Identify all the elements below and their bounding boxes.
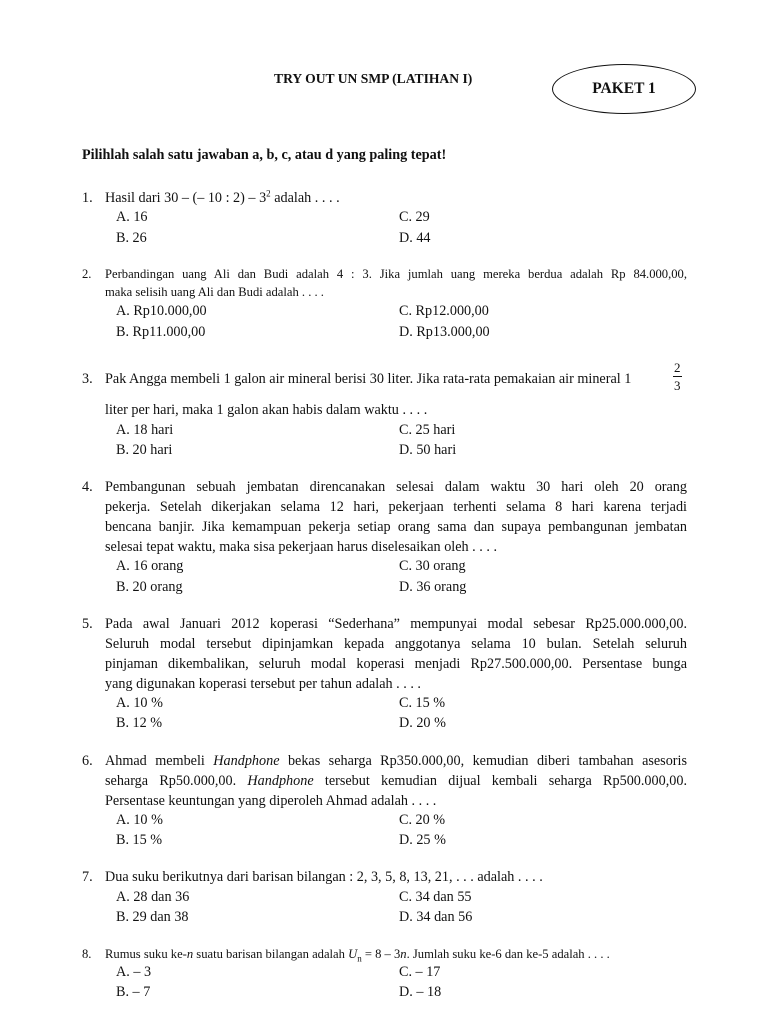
option-c[interactable]: C. Rp12.000,00	[399, 303, 489, 319]
question-text-line: Pak Angga membeli 1 galon air mineral berisi 30 liter. Jika rata-rata pemakaian air mineral 1	[105, 371, 632, 387]
question-text-line: Pada awal Januari 2012 koperasi “Sederhana” mempunyai modal sebesar Rp25.000.000,00.	[105, 616, 687, 632]
question-text-line: selesai tepat waktu, maka sisa pekerjaan harus diselesaikan oleh . . . .	[105, 539, 497, 555]
option-a[interactable]: A. Rp10.000,00	[116, 303, 207, 319]
option-a[interactable]: A. 10 %	[116, 812, 163, 828]
option-b[interactable]: B. 15 %	[116, 832, 163, 848]
option-c[interactable]: C. 25 hari	[399, 422, 456, 438]
option-d[interactable]: D. 20 %	[399, 715, 446, 731]
question-text-line: pinjaman dikembalikan, seluruh modal koperasi menjadi Rp27.500.000,00. Persentase bunga	[105, 656, 687, 672]
question-text: Dua suku berikutnya dari barisan bilangan : 2, 3, 5, 8, 13, 21, . . . adalah . . . .	[105, 869, 543, 885]
option-d[interactable]: D. 50 hari	[399, 442, 457, 458]
option-b[interactable]: B. Rp11.000,00	[116, 324, 206, 340]
option-d[interactable]: D. 34 dan 56	[399, 909, 473, 925]
option-b[interactable]: B. 20 orang	[116, 579, 183, 595]
option-c[interactable]: C. 34 dan 55	[399, 889, 472, 905]
question-text-line: yang digunakan koperasi tersebut per tahun adalah . . . .	[105, 676, 421, 692]
question-number: 6.	[82, 753, 93, 769]
option-d[interactable]: D. Rp13.000,00	[399, 324, 490, 340]
question-number: 2.	[82, 267, 92, 281]
fraction-denominator: 3	[674, 378, 681, 393]
option-d[interactable]: D. 25 %	[399, 832, 446, 848]
option-a[interactable]: A. 28 dan 36	[116, 889, 190, 905]
question-text-line: Perbandingan uang Ali dan Budi adalah 4 : 3. Jika jumlah uang mereka berdua adalah Rp 84.000,00,	[105, 267, 687, 281]
question-text-line: bencana banjir. Jika kemampuan pekerja setiap orang sama dan supaya pembangunan jembatan	[105, 519, 687, 535]
question-number: 1.	[82, 190, 93, 206]
question-text: Hasil dari 30 – (– 10 : $2) - 3^2$ adalah . . . .	[105, 188, 340, 206]
option-d[interactable]: D. 44	[399, 230, 431, 246]
option-c[interactable]: C. 20 %	[399, 812, 446, 828]
question-number: 3.	[82, 371, 93, 387]
option-a[interactable]: A. 16	[116, 209, 148, 225]
question-text-line: Persentase keuntungan yang diperoleh Ahmad adalah . . . .	[105, 793, 437, 809]
option-a[interactable]: A. 18 hari	[116, 422, 174, 438]
option-b[interactable]: B. 12 %	[116, 715, 163, 731]
question-text-line: Pembangunan sebuah jembatan direncanakan selesai dalam waktu 30 hari oleh 20 orang	[105, 479, 687, 495]
question-number: 5.	[82, 616, 93, 632]
question-number: 4.	[82, 479, 93, 495]
option-b[interactable]: B. 26	[116, 230, 147, 246]
question-text-line: liter per hari, maka 1 galon akan habis dalam waktu . . . .	[105, 402, 428, 418]
option-a[interactable]: A. – 3	[116, 964, 152, 980]
option-b[interactable]: B. 20 hari	[116, 442, 173, 458]
question-text-line: Seluruh modal tersebut dipinjamkan kepada anggotanya selama 10 bulan. Setelah seluruh	[105, 636, 687, 652]
option-c[interactable]: C. 29	[399, 209, 430, 225]
option-a[interactable]: A. 10 %	[116, 695, 163, 711]
emphasis: Handphone	[247, 773, 314, 789]
question-text: Rumus suku ke-n suatu barisan bilangan adalah $U_n = 8 - 3n$. Jumlah suku ke-6 dan ke-5 adalah . . . .	[105, 947, 610, 964]
fraction-numerator: 2	[674, 360, 681, 375]
paket-label: PAKET 1	[552, 64, 696, 114]
option-c[interactable]: C. 15 %	[399, 695, 446, 711]
question-text-line: Ahmad membeli Handphone bekas seharga Rp350.000,00, kemudian diberi tambahan asesoris	[105, 753, 687, 769]
option-d[interactable]: D. 36 orang	[399, 579, 467, 595]
question-text-line: seharga Rp50.000,00. Handphone tersebut kemudian dijual kembali seharga Rp500.000,00.	[105, 773, 687, 789]
question-number: 8.	[82, 947, 92, 961]
question-text-line: pekerja. Setelah dikerjakan selama 12 hari, pekerjaan terhenti selama 8 hari karena terjadi	[105, 499, 687, 515]
fraction	[673, 359, 682, 394]
option-d[interactable]: D. – 18	[399, 984, 442, 1000]
emphasis: Handphone	[213, 753, 280, 769]
exponent: 2	[266, 188, 271, 199]
document-title: TRY OUT UN SMP (LATIHAN I)	[274, 71, 473, 86]
option-b[interactable]: B. 29 dan 38	[116, 909, 189, 925]
option-c[interactable]: C. 30 orang	[399, 558, 466, 574]
instruction: Pilihlah salah satu jawaban a, b, c, atau d yang paling tepat!	[82, 147, 447, 163]
option-a[interactable]: A. 16 orang	[116, 558, 184, 574]
question-text-line: maka selisih uang Ali dan Budi adalah . . . .	[105, 285, 324, 299]
option-c[interactable]: C. – 17	[399, 964, 441, 980]
question-number: 7.	[82, 869, 93, 885]
option-b[interactable]: B. – 7	[116, 984, 151, 1000]
